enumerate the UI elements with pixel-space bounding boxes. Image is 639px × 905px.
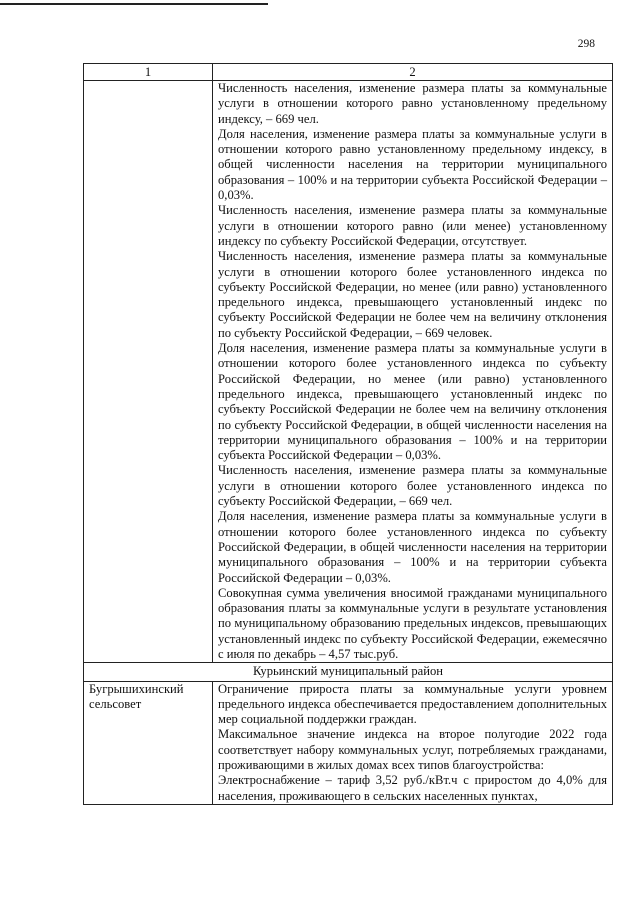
paragraph: Численность населения, изменение размера платы за коммунальные услуги в отношении которого равно (или менее) установленному индексу по субъекту Российской Федерации, отсутствует. xyxy=(218,203,607,248)
table-row xyxy=(84,81,613,663)
top-rule xyxy=(0,3,268,5)
paragraph: Численность населения, изменение размера платы за коммунальные услуги в отношении которого более установленного индекса по субъекту Российской Федерации, – 669 чел. xyxy=(218,463,607,509)
municipality-cell-empty xyxy=(84,81,213,663)
document-table xyxy=(83,63,613,805)
column-header-2: 2 xyxy=(213,64,613,81)
section-title: Курьинский муниципальный район xyxy=(84,663,613,681)
paragraph: Доля населения, изменение размера платы за коммунальные услуги в отношении которого более установленного индекса по субъекту Российской Федерации, в общей численности населения на территории муниципального образования – 100% и на территории субъекта Российской Федерации – 0,03%. xyxy=(218,509,607,585)
paragraph: Доля населения, изменение размера платы за коммунальные услуги в отношении которого более установленного индекса по субъекту Российской Федерации, но менее (или равно) установленного предельного индекса, превышающего установленный индекс по субъекту Российской Федерации не более чем на величину отклонения по субъекту Российской Федерации, в общей численности населения на территории муниципального образования – 100% и на территории субъекта Российской Федерации – 0,03%. xyxy=(218,341,607,463)
description-cell xyxy=(213,81,613,663)
paragraph: Доля населения, изменение размера платы за коммунальные услуги в отношении которого равно установленному предельному индексу, в общей численности населения на территории муниципального образования – 100% и на территории субъекта Российской Федерации – 0,03%. xyxy=(218,126,607,203)
paragraph: Совокупная сумма увеличения вносимой гражданами муниципального образования платы за коммунальные услуги в результате установления по муниципальному образованию предельных индексов, превышающих установленный индекс по субъекту Российской Федерации, ежемесячно с июля по декабрь – 4,57 тыс.руб. xyxy=(218,585,607,661)
paragraph: Максимальное значение индекса на второе полугодие 2022 года соответствует набору коммунальных услуг, потребляемых гражданами, проживающими в жилых домах всех типов благоустройства: xyxy=(218,727,607,773)
municipality-name: Бугрышихинский сельсовет xyxy=(84,681,213,804)
paragraph: Численность населения, изменение размера платы за коммунальные услуги в отношении которого равно установленному предельному индексу, – 669 чел. xyxy=(218,81,607,126)
section-row xyxy=(84,663,613,681)
paragraph: Численность населения, изменение размера платы за коммунальные услуги в отношении которого более установленного индекса по субъекту Российской Федерации, но менее (или равно) установленного предельного индекса, превышающего установленный индекс по субъекту Российской Федерации не более чем на величину отклонения по субъекту Российской Федерации, – 669 человек. xyxy=(218,249,607,340)
header-row xyxy=(84,64,613,81)
paragraph: Ограничение прироста платы за коммунальные услуги уровнем предельного индекса обеспечивается предоставлением дополнительных мер социальной поддержки граждан. xyxy=(218,681,607,727)
paragraph: Электроснабжение – тариф 3,52 руб./кВт.ч с приростом до 4,0% для населения, проживающего в сельских населенных пунктах, xyxy=(218,773,607,803)
table-row xyxy=(84,681,613,804)
description-cell xyxy=(213,681,613,804)
column-header-1: 1 xyxy=(84,64,213,81)
page-number: 298 xyxy=(577,38,595,50)
